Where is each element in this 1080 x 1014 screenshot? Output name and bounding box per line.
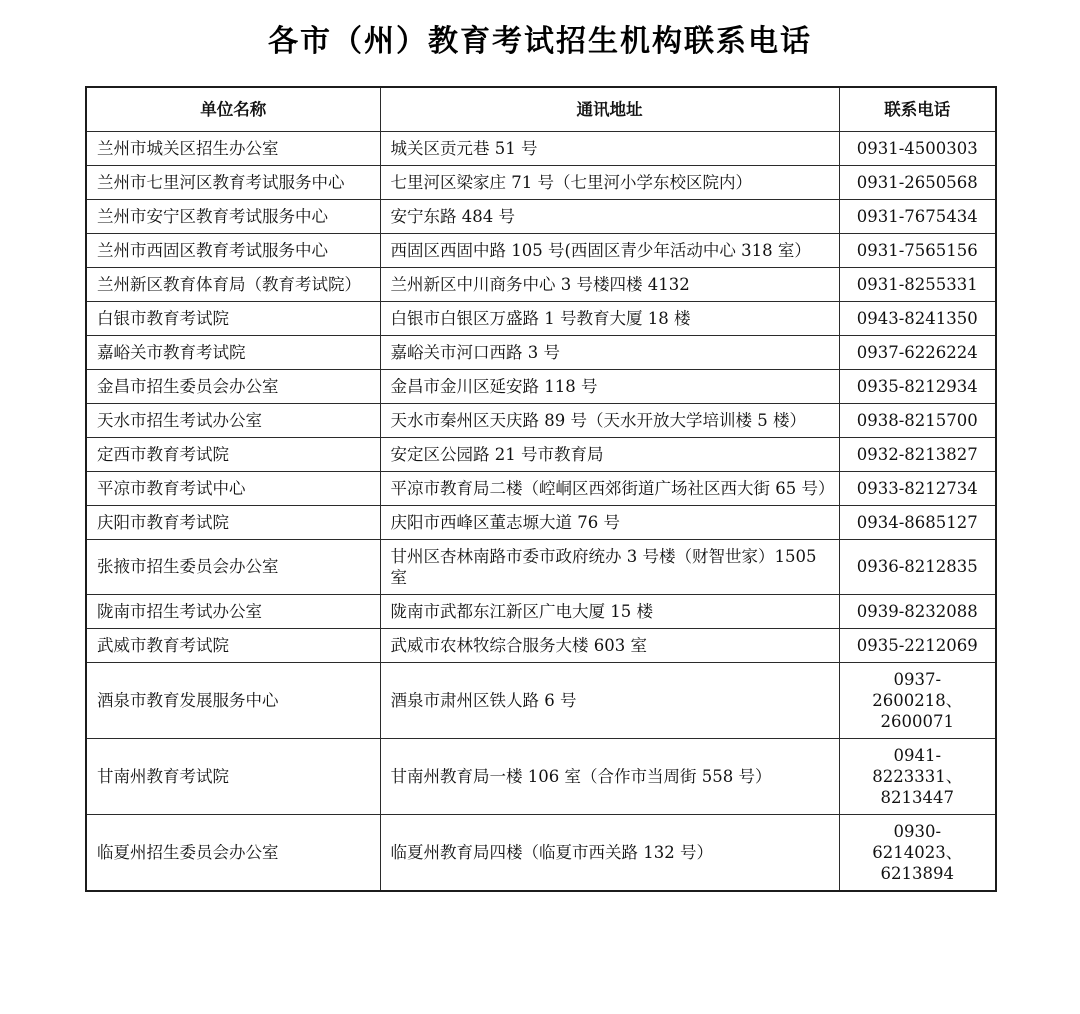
contact-table	[85, 86, 997, 892]
table-row	[86, 165, 996, 199]
address-cell: 庆阳市西峰区董志塬大道 76 号	[380, 505, 839, 539]
unit-name-cell: 陇南市招生考试办公室	[86, 594, 380, 628]
table-row	[86, 199, 996, 233]
address-cell: 甘州区杏林南路市委市政府统办 3 号楼（财智世家）1505 室	[380, 539, 839, 594]
address-cell: 西固区西固中路 105 号(西固区青少年活动中心 318 室）	[380, 233, 839, 267]
phone-cell: 0941-8223331、8213447	[839, 738, 996, 814]
address-cell: 七里河区梁家庄 71 号（七里河小学东校区院内）	[380, 165, 839, 199]
address-cell: 酒泉市肃州区铁人路 6 号	[380, 662, 839, 738]
phone-cell: 0936-8212835	[839, 539, 996, 594]
phone-cell: 0931-7675434	[839, 199, 996, 233]
unit-name-cell: 张掖市招生委员会办公室	[86, 539, 380, 594]
table-header	[86, 87, 996, 131]
unit-name-cell: 金昌市招生委员会办公室	[86, 369, 380, 403]
table-row	[86, 539, 996, 594]
address-cell: 嘉峪关市河口西路 3 号	[380, 335, 839, 369]
phone-cell: 0934-8685127	[839, 505, 996, 539]
address-cell: 天水市秦州区天庆路 89 号（天水开放大学培训楼 5 楼）	[380, 403, 839, 437]
table-row	[86, 369, 996, 403]
phone-cell: 0932-8213827	[839, 437, 996, 471]
table-row	[86, 471, 996, 505]
address-cell: 甘南州教育局一楼 106 室（合作市当周街 558 号）	[380, 738, 839, 814]
unit-name-cell: 甘南州教育考试院	[86, 738, 380, 814]
unit-name-cell: 兰州市城关区招生办公室	[86, 131, 380, 165]
unit-name-cell: 庆阳市教育考试院	[86, 505, 380, 539]
table-row	[86, 594, 996, 628]
phone-cell: 0931-7565156	[839, 233, 996, 267]
table-row	[86, 628, 996, 662]
address-cell: 城关区贡元巷 51 号	[380, 131, 839, 165]
address-cell: 白银市白银区万盛路 1 号教育大厦 18 楼	[380, 301, 839, 335]
unit-name-cell: 天水市招生考试办公室	[86, 403, 380, 437]
unit-name-cell: 武威市教育考试院	[86, 628, 380, 662]
unit-name-cell: 嘉峪关市教育考试院	[86, 335, 380, 369]
header-phone: 联系电话	[839, 87, 996, 131]
phone-cell: 0935-8212934	[839, 369, 996, 403]
unit-name-cell: 兰州市安宁区教育考试服务中心	[86, 199, 380, 233]
table-row	[86, 738, 996, 814]
unit-name-cell: 定西市教育考试院	[86, 437, 380, 471]
unit-name-cell: 兰州新区教育体育局（教育考试院）	[86, 267, 380, 301]
phone-cell: 0935-2212069	[839, 628, 996, 662]
phone-cell: 0937-6226224	[839, 335, 996, 369]
phone-cell: 0937-2600218、2600071	[839, 662, 996, 738]
phone-cell: 0930-6214023、6213894	[839, 814, 996, 891]
header-row	[86, 87, 996, 131]
phone-cell: 0933-8212734	[839, 471, 996, 505]
address-cell: 安宁东路 484 号	[380, 199, 839, 233]
phone-cell: 0931-2650568	[839, 165, 996, 199]
header-address: 通讯地址	[380, 87, 839, 131]
table-row	[86, 505, 996, 539]
phone-cell: 0931-4500303	[839, 131, 996, 165]
address-cell: 安定区公园路 21 号市教育局	[380, 437, 839, 471]
address-cell: 武威市农林牧综合服务大楼 603 室	[380, 628, 839, 662]
table-body	[86, 131, 996, 891]
phone-cell: 0943-8241350	[839, 301, 996, 335]
phone-cell: 0939-8232088	[839, 594, 996, 628]
table-row	[86, 267, 996, 301]
header-unit-name: 单位名称	[86, 87, 380, 131]
address-cell: 兰州新区中川商务中心 3 号楼四楼 4132	[380, 267, 839, 301]
address-cell: 临夏州教育局四楼（临夏市西关路 132 号）	[380, 814, 839, 891]
unit-name-cell: 平凉市教育考试中心	[86, 471, 380, 505]
table-row	[86, 301, 996, 335]
address-cell: 平凉市教育局二楼（崆峒区西郊街道广场社区西大街 65 号）	[380, 471, 839, 505]
page-title: 各市（州）教育考试招生机构联系电话	[268, 24, 812, 59]
unit-name-cell: 酒泉市教育发展服务中心	[86, 662, 380, 738]
table-row	[86, 335, 996, 369]
table-row	[86, 437, 996, 471]
address-cell: 陇南市武都东江新区广电大厦 15 楼	[380, 594, 839, 628]
address-cell: 金昌市金川区延安路 118 号	[380, 369, 839, 403]
unit-name-cell: 白银市教育考试院	[86, 301, 380, 335]
table-row	[86, 131, 996, 165]
table-row	[86, 233, 996, 267]
table-row	[86, 662, 996, 738]
table-row	[86, 403, 996, 437]
phone-cell: 0938-8215700	[839, 403, 996, 437]
unit-name-cell: 临夏州招生委员会办公室	[86, 814, 380, 891]
phone-cell: 0931-8255331	[839, 267, 996, 301]
unit-name-cell: 兰州市西固区教育考试服务中心	[86, 233, 380, 267]
unit-name-cell: 兰州市七里河区教育考试服务中心	[86, 165, 380, 199]
table-row	[86, 814, 996, 891]
